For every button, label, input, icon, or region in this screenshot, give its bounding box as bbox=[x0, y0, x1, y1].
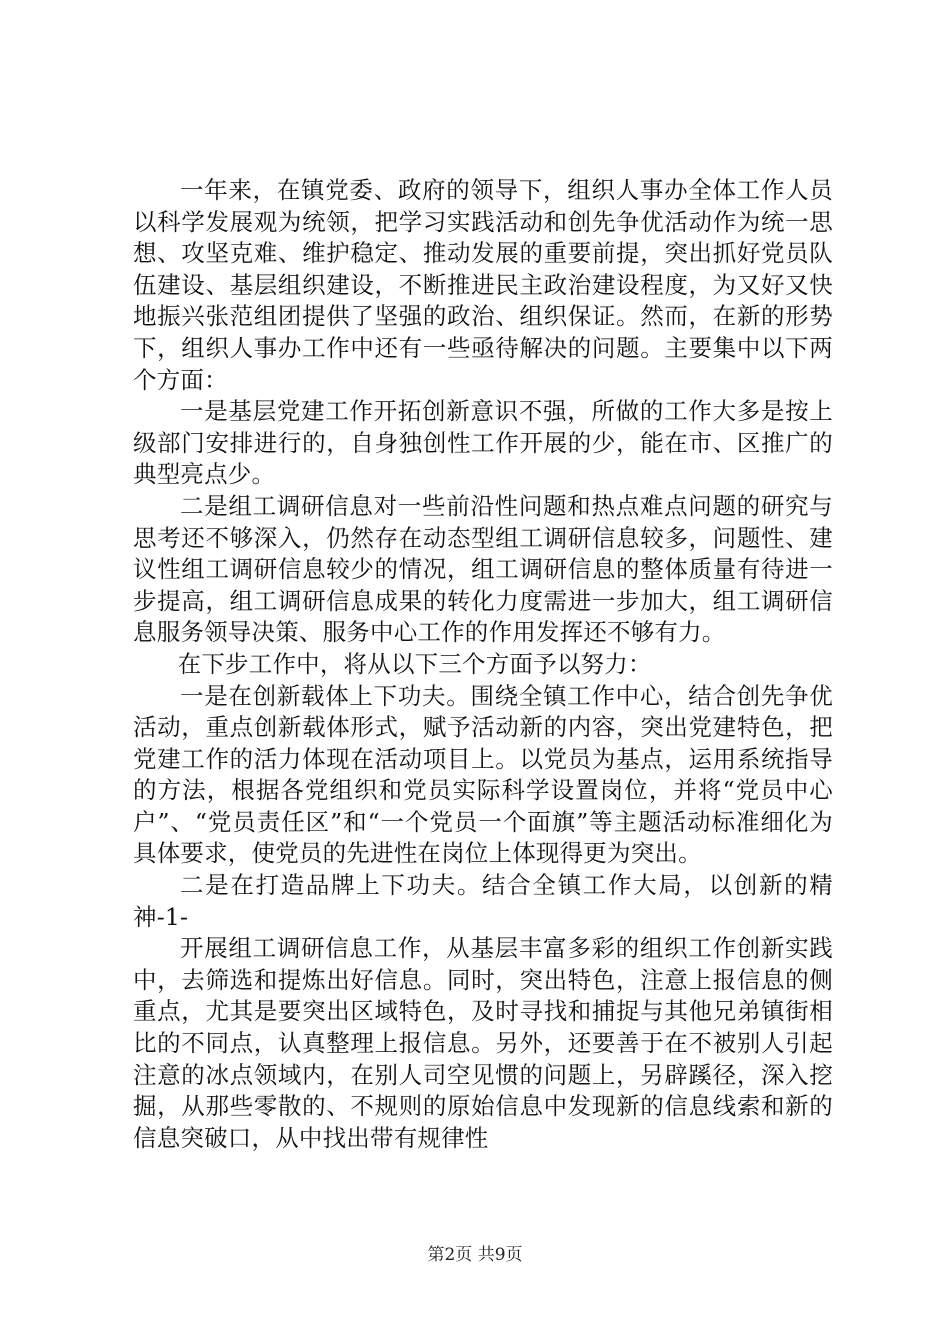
paragraph-6: 二是在打造品牌上下功夫。结合全镇工作大局，以创新的精神-1- bbox=[133, 871, 833, 931]
page-number-footer: 第2页 共9页 bbox=[427, 1245, 523, 1265]
document-body bbox=[133, 175, 833, 1154]
paragraph-3: 二是组工调研信息对一些前沿性问题和热点难点问题的研究与思考还不够深入，仍然存在动态型组工调研信息较多，问题性、建议性组工调研信息较少的情况，组工调研信息的整体质量有待进一步提高，组工调研信息成果的转化力度需进一步加大，组工调研信息服务领导决策、服务中心工作的作用发挥还不够有力。 bbox=[133, 491, 833, 647]
paragraph-5: 一是在创新载体上下功夫。围绕全镇工作中心，结合创先争优活动，重点创新载体形式，赋予活动新的内容，突出党建特色，把党建工作的活力体现在活动项目上。以党员为基点，运用系统指导的方法，根据各党组织和党员实际科学设置岗位，并将“党员中心户”、“党员责任区”和“一个党员一个面旗”等主题活动标准细化为具体要求，使党员的先进性在岗位上体现得更为突出。 bbox=[133, 681, 833, 868]
paragraph-1: 一年来，在镇党委、政府的领导下，组织人事办全体工作人员以科学发展观为统领，把学习实践活动和创先争优活动作为统一思想、攻坚克难、维护稳定、推动发展的重要前提，突出抓好党员队伍建设、基层组织建设，不断推进民主政治建设程度，为又好又快地振兴张范组团提供了坚强的政治、组织保证。然而，在新的形势下，组织人事办工作中还有一些亟待解决的问题。主要集中以下两个方面： bbox=[133, 176, 833, 394]
paragraph-4: 在下步工作中，将从以下三个方面予以努力： bbox=[177, 649, 652, 678]
paragraph-7: 开展组工调研信息工作，从基层丰富多彩的组织工作创新实践中，去筛选和提炼出好信息。同时，突出特色，注意上报信息的侧重点，尤其是要突出区域特色，及时寻找和捕捉与其他兄弟镇街相比的不同点，认真整理上报信息。另外，还要善于在不被别人引起注意的冰点领域内，在别人司空见惯的问题上，另辟蹊径，深入挖掘，从那些零散的、不规则的原始信息中发现新的信息线索和新的信息突破口，从中找出带有规律性 bbox=[133, 934, 833, 1152]
paragraph-2: 一是基层党建工作开拓创新意识不强，所做的工作大多是按上级部门安排进行的，自身独创性工作开展的少，能在市、区推广的典型亮点少。 bbox=[133, 397, 833, 489]
